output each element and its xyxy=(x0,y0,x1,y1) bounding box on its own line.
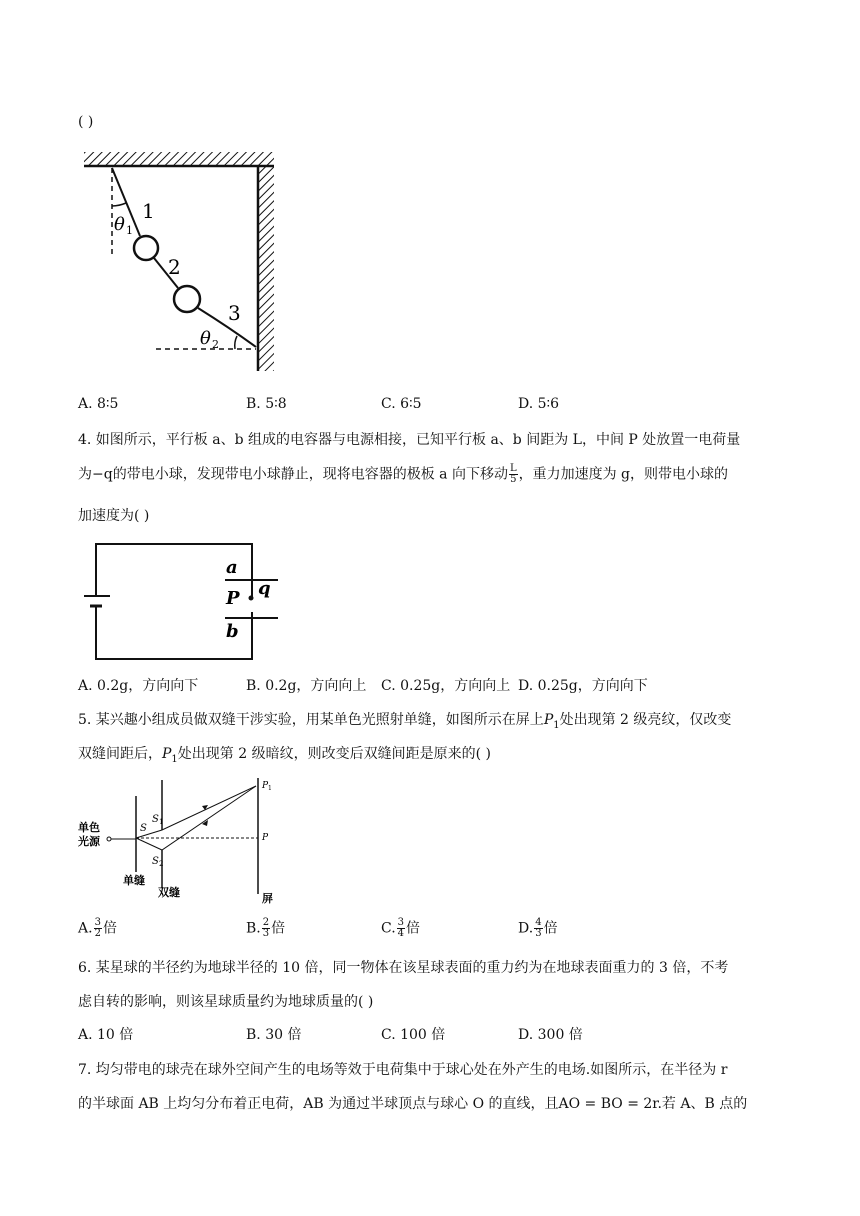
q3-option-c: C. 6∶5 xyxy=(381,396,422,412)
q4-fraction xyxy=(509,464,518,485)
q5-s2-label: S xyxy=(152,856,159,867)
q3-string-2-label: 2 xyxy=(168,255,181,279)
q5-p1-label-sub: 1 xyxy=(268,785,272,792)
q4-point-p-label: P xyxy=(226,588,240,609)
q6-option-c: C. 100 倍 xyxy=(381,1027,446,1043)
q5-stem-line-2 xyxy=(78,744,491,770)
q6-stem-line-2: 虑自转的影响，则该星球质量约为地球质量的( ) xyxy=(78,994,374,1010)
q3-theta2-label: θ xyxy=(200,328,211,349)
q5-source-label-1: 单色 xyxy=(78,821,100,834)
q4-stem-line-2-pre: 为−q的带电小球，发现带电小球静止，现将电容器的极板 a 向下移动 xyxy=(78,466,508,483)
q4-charge-q-label: q xyxy=(258,578,271,599)
q5-stem-line-1-pre: 5. 某兴趣小组成员做双缝干涉实验，用某单色光照射单缝，如图所示在屏上 xyxy=(78,712,544,728)
q5-s2-sub: 2 xyxy=(159,860,164,868)
q5-p1-sub-2: 1 xyxy=(171,753,178,765)
q3-option-d: D. 5∶6 xyxy=(518,396,560,412)
q5-s1-label: S xyxy=(152,814,159,825)
q7-stem-line-1: 7. 均匀带电的球壳在球外空间产生的电场等效于电荷集中于球心处在外产生的电场.如图所示，在半径为 r xyxy=(78,1062,728,1078)
q3-theta1-label: θ xyxy=(114,214,125,235)
q3-option-b: B. 5∶8 xyxy=(246,396,287,412)
q4-option-b: B. 0.2g，方向向上 xyxy=(246,678,367,694)
q5-p1-sub: 1 xyxy=(553,719,560,731)
q3-bracket: ( ) xyxy=(78,114,94,130)
q5-p-label: P xyxy=(262,833,269,843)
q5-single-slit-label: 单缝 xyxy=(123,874,145,887)
q5-double-slit-label: 双缝 xyxy=(158,886,180,899)
q4-option-d: D. 0.25g，方向向下 xyxy=(518,678,648,694)
q5-option-a: A. $\frac{3}{2}$ 倍 xyxy=(78,917,117,939)
q4-option-a: A. 0.2g，方向向下 xyxy=(78,678,199,694)
q5-s1-sub: 1 xyxy=(159,818,164,826)
q5-stem-line-2-pre: 双缝间距后， xyxy=(78,746,162,762)
q5-stem-line-1-post: 处出现第 2 级亮纹，仅改变 xyxy=(559,712,732,728)
q5-p1-symbol-2: P xyxy=(162,746,172,762)
q5-stem-line-1 xyxy=(78,710,731,736)
q3-string-1-label: 1 xyxy=(142,199,155,223)
q5-double-slit-figure xyxy=(78,776,278,906)
q6-option-a: A. 10 倍 xyxy=(78,1027,134,1043)
q4-stem-line-1: 4. 如图所示，平行板 a、b 组成的电容器与电源相接，已知平行板 a、b 间距为 L，中间 P 处放置一电荷量 xyxy=(78,432,741,448)
q5-p1-symbol: P xyxy=(543,712,554,728)
q7-stem-line-2: 的半球面 AB 上均匀分布着正电荷，AB 为通过半球顶点与球心 O 的直线，且AO = BO = 2r.若 A、B 点的 xyxy=(78,1096,748,1112)
q5-stem-line-2-post: 处出现第 2 级暗纹，则改变后双缝间距是原来的( ) xyxy=(177,746,491,762)
q5-option-c: C. $\frac{3}{4}$ 倍 xyxy=(381,917,421,939)
q4-fraction-den: 5 xyxy=(510,474,517,485)
q6-option-b: B. 30 倍 xyxy=(246,1027,302,1043)
q3-theta2-sub: 2 xyxy=(212,338,219,351)
q6-option-d: D. 300 倍 xyxy=(518,1027,583,1043)
q5-screen-label: 屏 xyxy=(262,892,273,905)
q4-plate-b-label: b xyxy=(226,621,239,642)
q5-s-label: S xyxy=(140,823,147,834)
q3-figure xyxy=(80,148,280,374)
q4-stem-line-2-post: ，重力加速度为 g，则带电小球的 xyxy=(518,466,729,483)
q5-p1-label: P xyxy=(262,781,269,791)
q4-circuit-figure xyxy=(80,540,280,664)
q5-option-b: B. $\frac{2}{3}$ 倍 xyxy=(246,917,286,939)
q3-option-a: A. 8∶5 xyxy=(78,396,119,412)
q5-option-d: D. $\frac{4}{3}$ 倍 xyxy=(518,917,558,939)
q4-plate-a-label: a xyxy=(226,557,238,578)
q6-stem-line-1: 6. 某星球的半径约为地球半径的 10 倍，同一物体在该星球表面的重力约为在地球表面重力的 3 倍，不考 xyxy=(78,960,729,976)
q3-string-3-label: 3 xyxy=(228,301,241,325)
q4-stem-line-3: 加速度为( ) xyxy=(78,508,150,524)
q4-option-c: C. 0.25g，方向向上 xyxy=(381,678,511,694)
q3-theta1-sub: 1 xyxy=(126,224,133,237)
q4-stem-line-2 xyxy=(78,464,728,485)
q5-source-label-2: 光源 xyxy=(78,835,100,848)
q4-fraction-num: L xyxy=(509,463,517,474)
